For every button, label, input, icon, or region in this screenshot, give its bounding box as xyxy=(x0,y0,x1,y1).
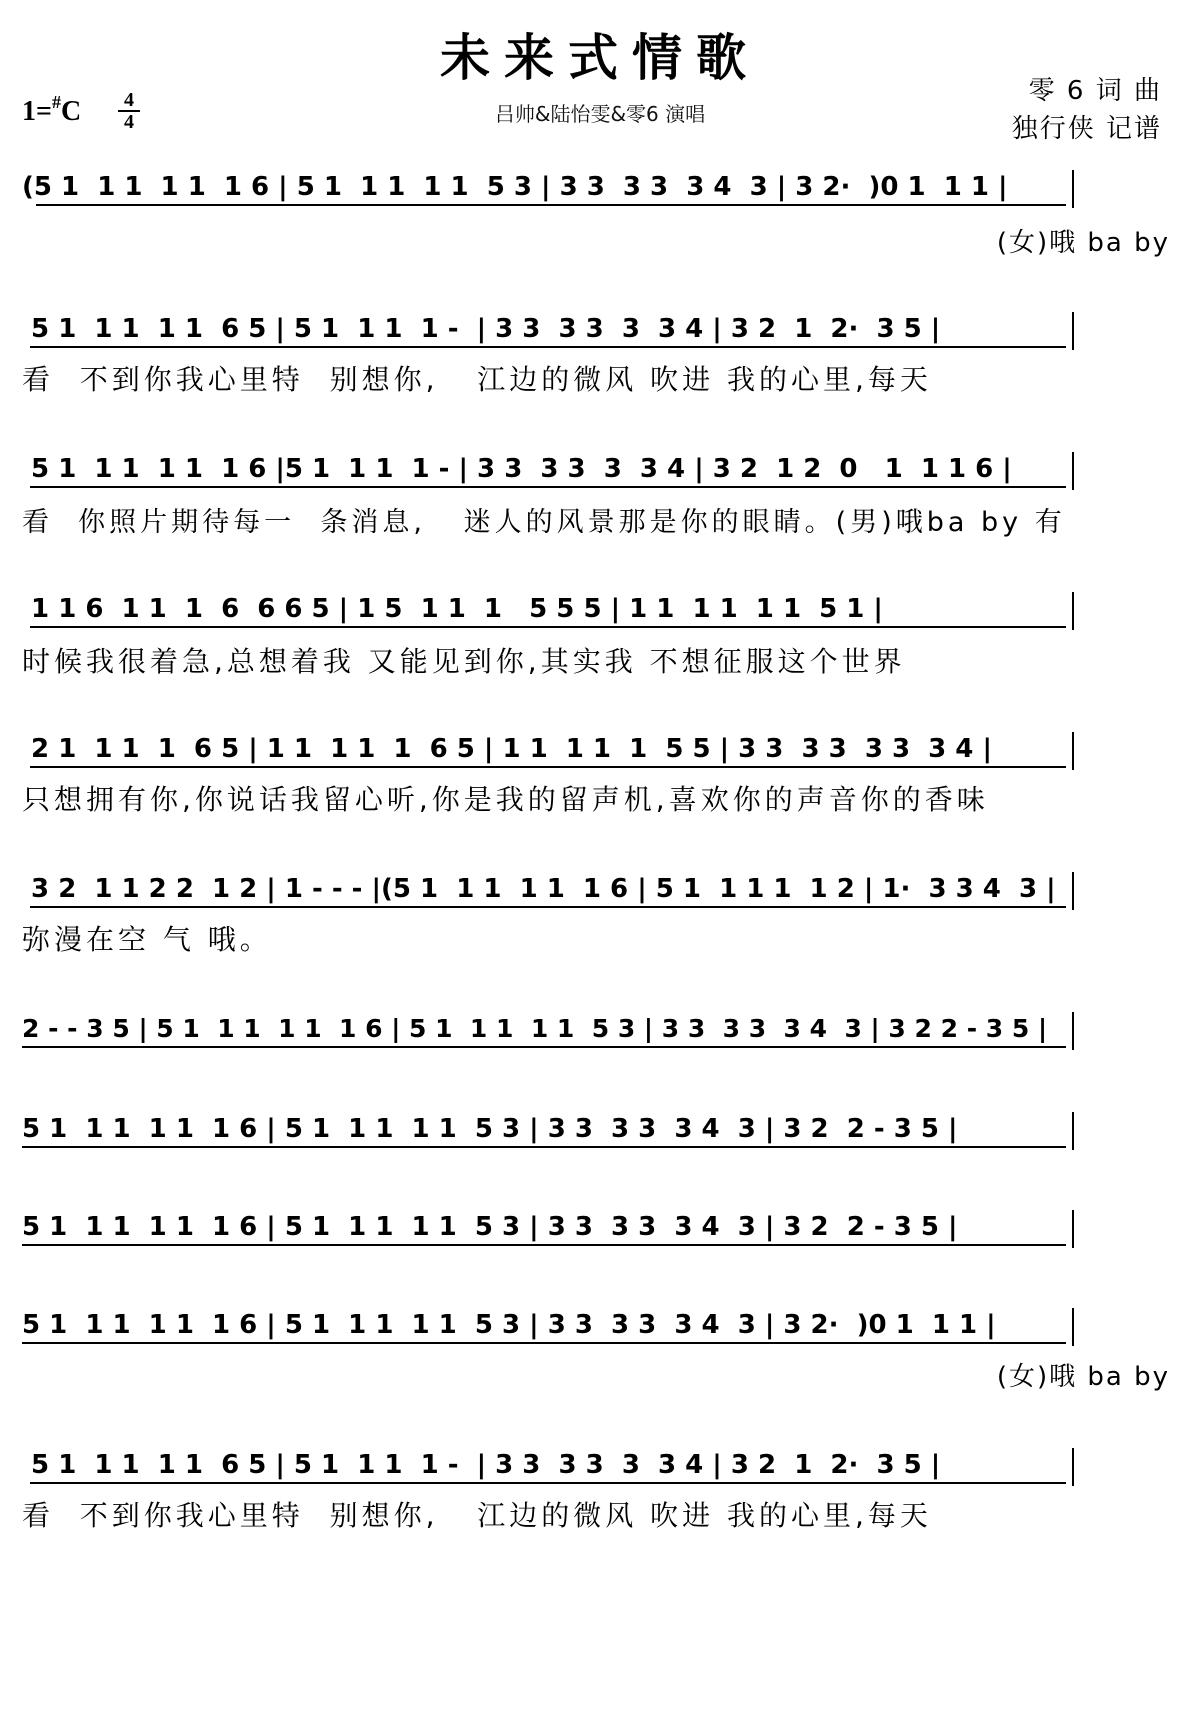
key-note: C xyxy=(60,96,82,127)
lyric-line-2: 看 不到你我心里特 别想你, 江边的微风 吹进 我的心里,每天 xyxy=(22,363,932,396)
beam-line-7 xyxy=(22,1046,1066,1048)
end-barline-11 xyxy=(1072,1448,1074,1486)
transcriber-credit: 独行侠 记谱 xyxy=(1011,114,1162,144)
beam-line-1 xyxy=(36,204,1066,206)
beam-line-10 xyxy=(22,1342,1066,1344)
beam-line-4 xyxy=(30,626,1066,628)
lyric-line-1-right: (女)哦 ba by xyxy=(996,228,1170,258)
beam-line-2 xyxy=(30,346,1066,348)
song-title: 未来式情歌 xyxy=(440,28,760,87)
lyric-line-3: 看 你照片期待每一 条消息, 迷人的风景那是你的眼睛。(男)哦ba by 有 xyxy=(22,507,1066,538)
notation-line-10: 5 1 1 1 1 1 1 6 | 5 1 1 1 1 1 5 3 | 3 3 3 3 3 4 3 | 3 2· )0 1 1 1 | xyxy=(22,1310,996,1340)
end-barline-9 xyxy=(1072,1210,1074,1248)
notation-line-2: 5 1 1 1 1 1 6 5 | 5 1 1 1 1 - | 3 3 3 3 3 3 4 | 3 2 1 2· 3 5 | xyxy=(22,314,941,344)
end-barline-4 xyxy=(1072,592,1074,630)
time-numerator: 4 xyxy=(118,90,140,112)
notation-line-5: 2 1 1 1 1 6 5 | 1 1 1 1 1 6 5 | 1 1 1 1 1 5 5 | 3 3 3 3 3 3 3 4 | xyxy=(22,734,992,764)
end-barline-8 xyxy=(1072,1112,1074,1150)
key-prefix: 1= xyxy=(22,96,52,127)
time-signature xyxy=(118,90,140,132)
lyricist-composer-credit: 零 6 词 曲 xyxy=(1028,76,1162,106)
time-denominator: 4 xyxy=(124,111,134,133)
sharp-sign: # xyxy=(51,92,61,112)
key-signature xyxy=(22,92,81,128)
notation-line-6: 3 2 1 1 2 2 1 2 | 1 - - - |(5 1 1 1 1 1 1 6 | 5 1 1 1 1 1 2 | 1· 3 3 4 3 | xyxy=(22,874,1056,904)
lyric-line-4: 时候我很着急,总想着我 又能见到你,其实我 不想征服这个世界 xyxy=(22,645,906,678)
end-barline-1 xyxy=(1072,170,1074,208)
lyric-line-11: 看 不到你我心里特 别想你, 江边的微风 吹进 我的心里,每天 xyxy=(22,1499,932,1532)
notation-line-4: 1 1 6 1 1 1 6 6 6 5 | 1 5 1 1 1 5 5 5 | 1 1 1 1 1 1 5 1 | xyxy=(22,594,883,624)
lyric-line-5: 只想拥有你,你说话我留心听,你是我的留声机,喜欢你的声音你的香味 xyxy=(22,783,989,816)
end-barline-3 xyxy=(1072,452,1074,490)
beam-line-6 xyxy=(30,906,1066,908)
beam-line-9 xyxy=(22,1244,1066,1246)
beam-line-8 xyxy=(22,1146,1066,1148)
lyric-line-10-right: (女)哦 ba by xyxy=(996,1362,1170,1392)
notation-line-9: 5 1 1 1 1 1 1 6 | 5 1 1 1 1 1 5 3 | 3 3 3 3 3 4 3 | 3 2 2 - 3 5 | xyxy=(22,1212,958,1242)
lyric-line-6: 弥漫在空 气 哦。 xyxy=(22,923,272,956)
notation-line-7: 2 - - 3 5 | 5 1 1 1 1 1 1 6 | 5 1 1 1 1 1 5 3 | 3 3 3 3 3 4 3 | 3 2 2 - 3 5 | xyxy=(22,1014,1048,1043)
end-barline-2 xyxy=(1072,312,1074,350)
end-barline-6 xyxy=(1072,872,1074,910)
notation-line-3: 5 1 1 1 1 1 1 6 |5 1 1 1 1 - | 3 3 3 3 3 3 4 | 3 2 1 2 0 1 1 1 6 | xyxy=(22,454,1012,484)
singers-credit: 吕帅&陆怡雯&零6 演唱 xyxy=(494,102,706,126)
beam-line-11 xyxy=(30,1482,1066,1484)
beam-line-3 xyxy=(30,486,1066,488)
end-barline-7 xyxy=(1072,1012,1074,1050)
end-barline-5 xyxy=(1072,732,1074,770)
notation-line-1: (5 1 1 1 1 1 1 6 | 5 1 1 1 1 1 5 3 | 3 3 3 3 3 4 3 | 3 2· )0 1 1 1 | xyxy=(22,172,1008,202)
notation-line-11: 5 1 1 1 1 1 6 5 | 5 1 1 1 1 - | 3 3 3 3 3 3 4 | 3 2 1 2· 3 5 | xyxy=(22,1450,941,1480)
end-barline-10 xyxy=(1072,1308,1074,1346)
beam-line-5 xyxy=(30,766,1066,768)
notation-line-8: 5 1 1 1 1 1 1 6 | 5 1 1 1 1 1 5 3 | 3 3 3 3 3 4 3 | 3 2 2 - 3 5 | xyxy=(22,1114,958,1144)
